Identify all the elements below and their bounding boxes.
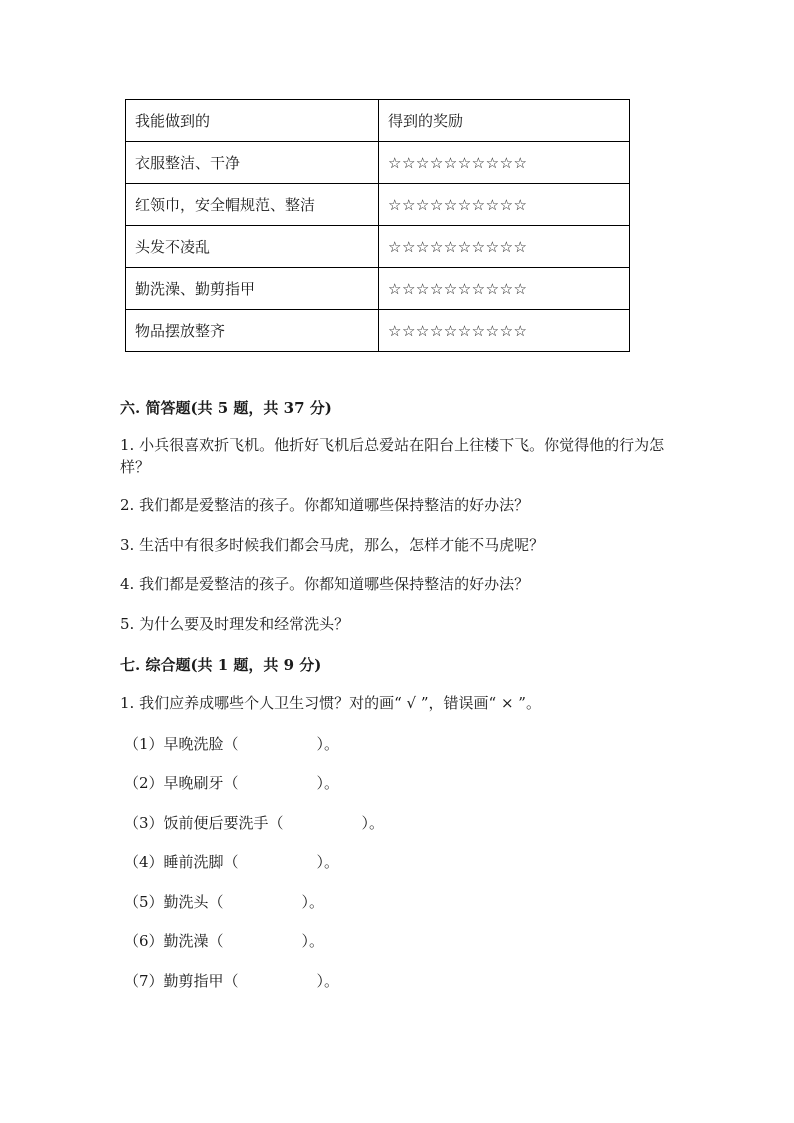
check-item-end: ）。: [316, 853, 340, 871]
header-cell-can-do: 我能做到的: [126, 100, 379, 142]
table-row: [126, 226, 630, 268]
row-item: 勤洗澡、勤剪指甲: [126, 268, 379, 310]
question-4: 4. 我们都是爱整洁的孩子。你都知道哪些保持整洁的好办法？: [120, 575, 530, 593]
check-item-label: （3）饭前便后要洗手（: [124, 814, 284, 832]
section7-question: 1. 我们应养成哪些个人卫生习惯？对的画“ √ ”，错误画“ × ”。: [120, 694, 541, 712]
header-cell-reward: 得到的奖励: [379, 100, 630, 142]
check-item: [124, 930, 324, 951]
row-item: 头发不凌乱: [126, 226, 379, 268]
row-stars: ☆☆☆☆☆☆☆☆☆☆: [379, 142, 630, 184]
question-3: 3. 生活中有很多时候我们都会马虎，那么，怎样才能不马虎呢？: [120, 536, 545, 554]
row-item: 衣服整洁、干净: [126, 142, 379, 184]
table-row: [126, 268, 630, 310]
table-row: [126, 142, 630, 184]
row-stars: ☆☆☆☆☆☆☆☆☆☆: [379, 310, 630, 352]
table-row: [126, 310, 630, 352]
check-item-label: （7）勤剪指甲（: [124, 972, 239, 990]
check-item-end: ）。: [301, 932, 325, 950]
row-stars: ☆☆☆☆☆☆☆☆☆☆: [379, 184, 630, 226]
check-item: [124, 812, 384, 833]
check-item: [124, 970, 339, 991]
row-item: 物品摆放整齐: [126, 310, 379, 352]
question-1: 1. 小兵很喜欢折飞机。他折好飞机后总爱站在阳台上往楼下飞。你觉得他的行为怎样？: [120, 436, 665, 476]
table-header-row: [126, 100, 630, 142]
check-item-end: ）。: [316, 774, 340, 792]
check-item-end: ）。: [361, 814, 385, 832]
check-item: [124, 851, 339, 872]
question-5: 5. 为什么要及时理发和经常洗头？: [120, 615, 350, 633]
check-item: [124, 772, 339, 793]
check-item-label: （6）勤洗澡（: [124, 932, 224, 950]
row-stars: ☆☆☆☆☆☆☆☆☆☆: [379, 226, 630, 268]
section7-title: 七. 综合题(共 1 题，共 9 分): [120, 656, 322, 674]
table-row: [126, 184, 630, 226]
check-item-end: ）。: [301, 893, 325, 911]
row-stars: ☆☆☆☆☆☆☆☆☆☆: [379, 268, 630, 310]
check-item-label: （5）勤洗头（: [124, 893, 224, 911]
section6-title: 六. 简答题(共 5 题，共 37 分): [120, 399, 332, 417]
check-item: [124, 891, 324, 912]
question-2: 2. 我们都是爱整洁的孩子。你都知道哪些保持整洁的好办法？: [120, 496, 530, 514]
check-item-label: （4）睡前洗脚（: [124, 853, 239, 871]
check-item-label: （2）早晚刷牙（: [124, 774, 239, 792]
check-item-end: ）。: [316, 735, 340, 753]
check-item-end: ）。: [316, 972, 340, 990]
reward-table: [125, 99, 630, 352]
row-item: 红领巾，安全帽规范、整洁: [126, 184, 379, 226]
check-item-label: （1）早晚洗脸（: [124, 735, 239, 753]
check-item: [124, 733, 339, 754]
